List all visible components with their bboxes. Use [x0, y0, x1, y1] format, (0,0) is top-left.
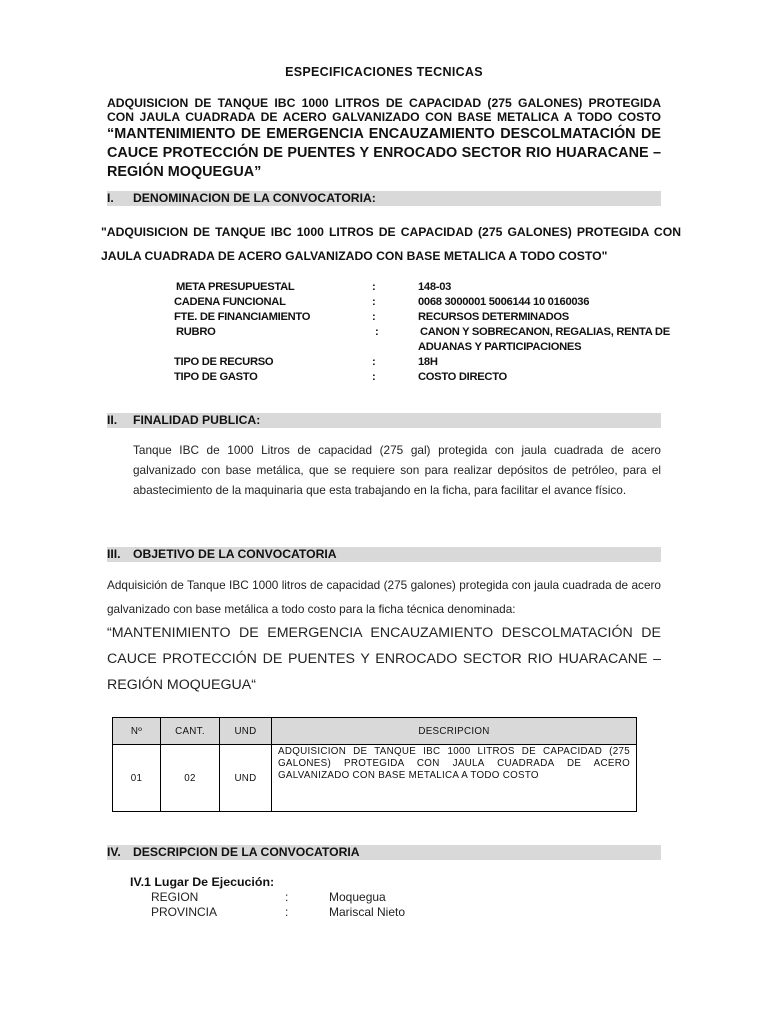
- section-title: DENOMINACION DE LA CONVOCATORIA:: [133, 191, 376, 205]
- denominacion-text: "ADQUISICION DE TANQUE IBC 1000 LITROS DE CAPACIDAD (275 GALONES) PROTEGIDA CON JAULA CUADRADA DE ACERO GALVANIZADO CON BASE METALICA A TODO COSTO": [101, 225, 681, 263]
- column-header-quantity: CANT.: [161, 718, 220, 745]
- meta-value: RECURSOS DETERMINADOS: [418, 311, 569, 323]
- table-header-row: [113, 718, 637, 745]
- section-number: I.: [107, 191, 114, 205]
- items-table: [112, 717, 637, 812]
- meta-label: CADENA FUNCIONAL: [174, 296, 286, 308]
- objetivo-project-title: “MANTENIMIENTO DE EMERGENCIA ENCAUZAMIENTO DESCOLMATACIÓN DE CAUCE PROTECCIÓN DE PUENTES Y ENROCADO SECTOR RIO HUARACANE – REGIÓN MOQUEGUA“: [107, 625, 661, 693]
- location-label: PROVINCIA: [151, 905, 218, 919]
- location-separator: :: [285, 890, 289, 904]
- meta-separator: :: [372, 371, 376, 383]
- meta-label: META PRESUPUESTAL: [176, 281, 295, 293]
- section-heading-objetivo: [107, 547, 661, 562]
- meta-separator: :: [372, 296, 376, 308]
- cell-description: ADQUISICION DE TANQUE IBC 1000 LITROS DE CAPACIDAD (275 GALONES) PROTEGIDA CON JAULA CUADRADA DE ACERO GALVANIZADO CON BASE METALICA A TODO COSTO: [272, 745, 637, 812]
- section-number: II.: [107, 413, 118, 427]
- meta-separator: :: [372, 281, 376, 293]
- column-header-number: Nº: [113, 718, 161, 745]
- section-title: DESCRIPCION DE LA CONVOCATORIA: [133, 845, 360, 859]
- section-heading-denominacion: [107, 191, 661, 206]
- section-heading-finalidad: [107, 413, 661, 428]
- location-label: REGION: [151, 890, 199, 904]
- meta-value: 0068 3000001 5006144 10 0160036: [418, 296, 590, 308]
- objetivo-intro: Adquisición de Tanque IBC 1000 litros de capacidad (275 galones) protegida con jaula cuadrada de acero galvanizado con base metálica a todo costo para la ficha técnica denominada:: [107, 578, 661, 616]
- meta-value: 148-03: [418, 281, 452, 293]
- section-title: OBJETIVO DE LA CONVOCATORIA: [133, 547, 337, 561]
- meta-value: COSTO DIRECTO: [418, 371, 507, 383]
- location-separator: :: [285, 905, 289, 919]
- lugar-heading: IV.1 Lugar De Ejecución:: [130, 875, 275, 889]
- section-title: FINALIDAD PUBLICA:: [133, 413, 261, 427]
- meta-label: FTE. DE FINANCIAMIENTO: [174, 311, 311, 323]
- section-number: III.: [107, 547, 121, 561]
- finalidad-paragraph: Tanque IBC de 1000 Litros de capacidad (275 gal) protegida con jaula cuadrada de acero galvanizado con base metálica, que se requiere son para realizar depósitos de petróleo, para el abastecimiento de la maquinaria que esta trabajando en la ficha, para facilitar el avance físico.: [133, 443, 661, 497]
- table-row: [113, 745, 637, 812]
- meta-label: TIPO DE GASTO: [174, 371, 258, 383]
- section-number: IV.: [107, 845, 121, 859]
- meta-value: 18H: [418, 356, 438, 368]
- project-title: “MANTENIMIENTO DE EMERGENCIA ENCAUZAMIENTO DESCOLMATACIÓN DE CAUCE PROTECCIÓN DE PUENTES Y ENROCADO SECTOR RIO HUARACANE – REGIÓN MOQUEGUA”: [107, 126, 661, 180]
- meta-separator: :: [372, 311, 376, 323]
- column-header-unit: UND: [220, 718, 272, 745]
- meta-separator: :: [375, 326, 379, 338]
- section-heading-descripcion: [107, 845, 661, 860]
- meta-value: ADUANAS Y PARTICIPACIONES: [418, 341, 582, 353]
- column-header-description: DESCRIPCION: [272, 718, 637, 745]
- cell-quantity: 02: [161, 745, 220, 812]
- meta-label: TIPO DE RECURSO: [174, 356, 274, 368]
- location-value: Moquegua: [329, 890, 386, 904]
- meta-separator: :: [372, 356, 376, 368]
- meta-value: CANON Y SOBRECANON, REGALIAS, RENTA DE: [420, 326, 670, 338]
- cell-number: 01: [113, 745, 161, 812]
- document-subtitle-line-1: ADQUISICION DE TANQUE IBC 1000 LITROS DE CAPACIDAD (275 GALONES) PROTEGIDA: [107, 96, 661, 110]
- cell-unit: UND: [220, 745, 272, 812]
- meta-label: RUBRO: [176, 326, 216, 338]
- document-subtitle-line-2: CON JAULA CUADRADA DE ACERO GALVANIZADO CON BASE METALICA A TODO COSTO: [107, 110, 661, 124]
- document-title: ESPECIFICACIONES TECNICAS: [285, 65, 483, 79]
- location-value: Mariscal Nieto: [329, 905, 406, 919]
